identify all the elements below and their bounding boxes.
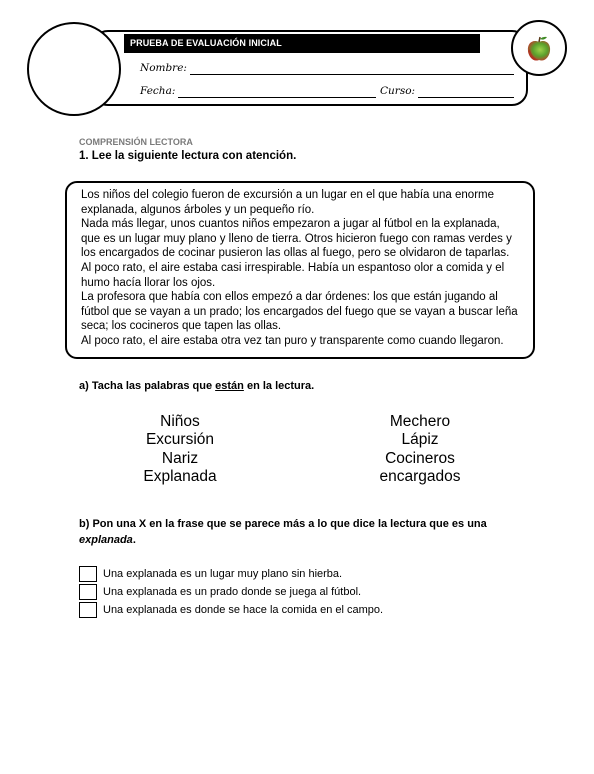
reading-paragraph: Al poco rato, el aire estaba casi irrespirable. Había un espantoso olor a comida y el humo hacía llorar los ojos. <box>81 261 505 289</box>
reading-paragraph: Al poco rato, el aire estaba otra vez tan puro y transparente como cuando llegaron. <box>81 334 504 347</box>
reading-paragraph: Nada más llegar, unos cuantos niños empezaron a jugar al fútbol en la explanada, que es un lugar muy plano y lleno de tierra. Otros hicieron fuego con ramas verdes y los encargados de cocinar pusieron las ollas al fuego, pero se olvidaron de taparlas. <box>81 218 512 260</box>
option-checkbox[interactable] <box>79 566 97 582</box>
question-b-emphasis: explanada <box>79 533 133 546</box>
option-checkbox[interactable] <box>79 602 97 618</box>
word-left[interactable]: Nariz <box>161 450 199 467</box>
word-left[interactable]: Explanada <box>143 468 217 485</box>
question-a <box>79 380 314 392</box>
fecha-label: Fecha: <box>140 85 176 97</box>
nombre-field[interactable] <box>190 74 514 75</box>
question-1: 1. Lee la siguiente lectura con atención. <box>79 150 297 162</box>
option-text: Una explanada es un lugar muy plano sin hierba. <box>103 568 343 580</box>
curso-label: Curso: <box>380 85 416 97</box>
word-left[interactable]: Excursión <box>145 431 215 448</box>
question-a-text-end: en la lectura. <box>243 380 315 392</box>
word-right[interactable]: Lápiz <box>401 431 439 448</box>
question-a-underlined: están <box>215 380 244 392</box>
nombre-label: Nombre: <box>140 62 187 74</box>
reading-paragraph: La profesora que había con ellos empezó a dar órdenes: los que están jugando al fútbol que se vayan a un prado; los encargados del fuego que se vayan a buscar leña seca; los cocineros que tapen las ollas. <box>81 291 518 333</box>
word-right[interactable]: Mechero <box>389 413 451 430</box>
section-label: COMPRENSIÓN LECTORA <box>79 137 193 147</box>
header-title: PRUEBA DE EVALUACIÓN INICIAL <box>124 34 480 53</box>
word-right[interactable]: Cocineros <box>385 450 455 467</box>
fecha-field[interactable] <box>178 97 376 98</box>
question-a-text: a) Tacha las palabras que <box>79 380 216 392</box>
curso-field[interactable] <box>418 97 514 98</box>
question-b-end: . <box>132 533 136 546</box>
option-text: Una explanada es un prado donde se juega al fútbol. <box>103 586 362 598</box>
reading-paragraph: Los niños del colegio fueron de excursión a un lugar en el que había una enorme explanada, algunos árboles y un pequeño río. <box>81 189 495 216</box>
option-text: Una explanada es donde se hace la comida en el campo. <box>103 604 384 616</box>
option-checkbox[interactable] <box>79 584 97 600</box>
word-right[interactable]: encargados <box>379 468 461 485</box>
question-b <box>79 517 529 548</box>
word-left[interactable]: Niños <box>160 413 200 430</box>
photo-circle <box>27 22 121 116</box>
question-b-text: b) Pon una X en la frase que se parece más a lo que dice la lectura que es una <box>79 518 487 530</box>
reading-text-box <box>65 181 535 359</box>
apple-icon <box>524 34 554 64</box>
